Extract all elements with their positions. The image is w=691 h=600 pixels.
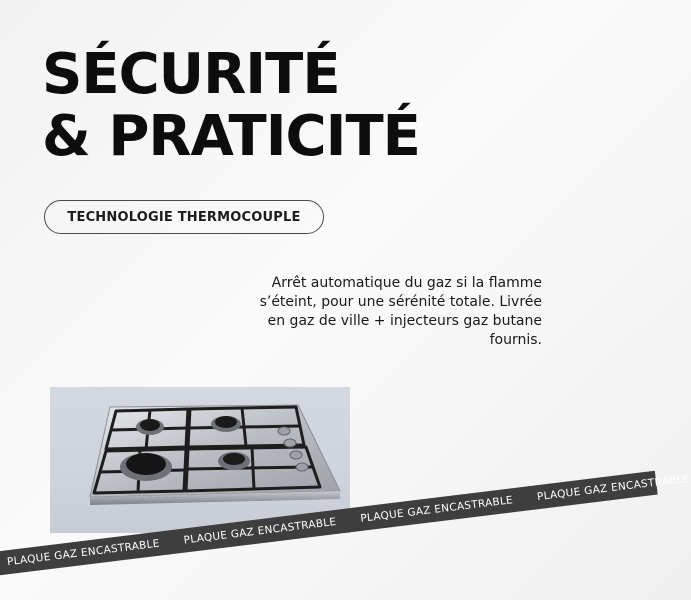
burner-bottom-right bbox=[218, 452, 250, 470]
ribbon-text: PLAQUE GAZ ENCASTRABLE bbox=[183, 515, 338, 547]
ribbon-text: PLAQUE GAZ ENCASTRABLE bbox=[6, 537, 161, 569]
headline bbox=[42, 44, 420, 168]
burner-bottom-left bbox=[120, 453, 172, 481]
gas-hob-icon bbox=[50, 387, 350, 533]
headline-line-2: & PRATICITÉ bbox=[42, 104, 420, 169]
ribbon-text: PLAQUE GAZ ENCASTRABLE bbox=[359, 494, 514, 525]
ribbon-text: PLAQUE GAZ ENCASTRABLE bbox=[536, 472, 691, 504]
burner-top-right bbox=[211, 416, 241, 432]
burner-top-left bbox=[136, 419, 164, 435]
product-photo bbox=[50, 387, 350, 533]
headline-line-1: SÉCURITÉ bbox=[42, 42, 340, 107]
feature-tag: TECHNOLOGIE THERMOCOUPLE bbox=[44, 200, 324, 234]
feature-description: Arrêt automatique du gaz si la flamme s’éteint, pour une sérénité totale. Livrée en gaz de ville + injecteurs gaz butane fournis. bbox=[259, 275, 542, 348]
